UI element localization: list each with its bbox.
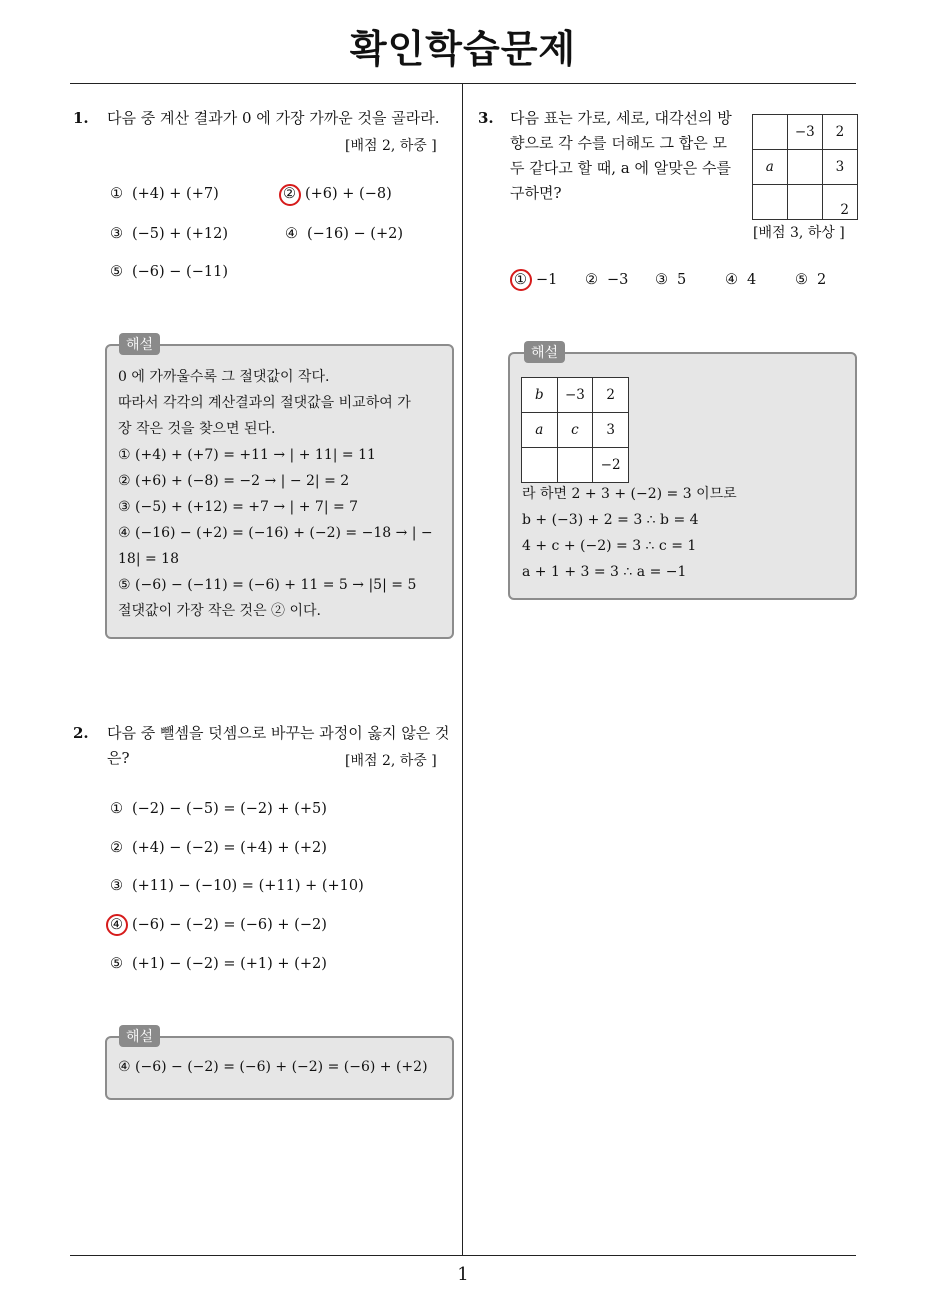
option-text: −3 xyxy=(607,272,629,288)
option-text: 2 xyxy=(817,272,827,288)
square-cell: −3 xyxy=(557,378,593,413)
page-number: 1 xyxy=(457,1264,469,1285)
page-title: 확인학습문제 xyxy=(349,27,577,71)
question-3-text xyxy=(510,106,750,206)
square-cell xyxy=(787,150,822,185)
option-mark: ② xyxy=(585,272,598,288)
q2-solution-text: ④ (−6) − (−2) = (−6) + (−2) = (−6) + (+2) xyxy=(118,1059,428,1075)
q1-option-3[interactable] xyxy=(110,226,228,242)
q3-option-4[interactable] xyxy=(725,272,756,288)
answer-circle-mark xyxy=(510,269,532,291)
square-cell: 3 xyxy=(593,413,629,448)
option-mark: ① xyxy=(514,272,527,288)
solution-line: 18| = 18 xyxy=(118,551,179,567)
option-mark: ② xyxy=(110,840,123,856)
square-cell xyxy=(557,448,593,483)
option-text: (−6) − (−2) = (−6) + (−2) xyxy=(132,917,327,933)
square-cell: 2 xyxy=(822,185,857,220)
q3-solution-label: 해설 xyxy=(524,341,565,363)
question-2-meta: [배점 2, 하중 ] xyxy=(345,753,437,769)
square-cell: c xyxy=(557,413,593,448)
option-text: 5 xyxy=(677,272,687,288)
question-3-line: 다음 표는 가로, 세로, 대각선의 방 xyxy=(510,109,732,127)
q2-solution-label: 해설 xyxy=(119,1025,160,1047)
q3-option-2[interactable] xyxy=(585,272,628,288)
q2-option-1[interactable] xyxy=(110,801,327,817)
square-cell: a xyxy=(753,150,788,185)
answer-circle-mark xyxy=(279,184,301,206)
question-2-line: 다음 중 뺄셈을 덧셈으로 바꾸는 과정이 옳지 않은 것 xyxy=(107,724,450,742)
option-mark: ③ xyxy=(655,272,668,288)
answer-circle-mark xyxy=(106,914,128,936)
option-mark: ④ xyxy=(110,917,123,933)
square-cell xyxy=(522,448,558,483)
square-cell: a xyxy=(522,413,558,448)
question-3-meta: [배점 3, 하상 ] xyxy=(753,225,845,241)
option-text: (+11) − (−10) = (+11) + (+10) xyxy=(132,878,364,894)
q2-option-2[interactable] xyxy=(110,840,327,856)
solution-line: ② (+6) + (−8) = −2 → | − 2| = 2 xyxy=(118,473,350,489)
option-text: (−16) − (+2) xyxy=(307,226,403,242)
q2-option-5[interactable] xyxy=(110,956,327,972)
option-text: (−2) − (−5) = (−2) + (+5) xyxy=(132,801,327,817)
solution-line: ⑤ (−6) − (−11) = (−6) + 11 = 5 → |5| = 5 xyxy=(118,577,417,593)
option-mark: ⑤ xyxy=(795,272,808,288)
option-text: (−6) − (−11) xyxy=(132,264,228,280)
option-mark: ③ xyxy=(110,878,123,894)
solution-line: 따라서 각각의 계산결과의 절댓값을 비교하여 가 xyxy=(118,395,411,411)
option-mark: ① xyxy=(110,801,123,817)
option-text: (−5) + (+12) xyxy=(132,226,228,242)
q3-magic-square xyxy=(752,114,858,220)
solution-line: 4 + c + (−2) = 3 ∴ c = 1 xyxy=(522,538,697,554)
solution-line: 0 에 가까울수록 그 절댓값이 작다. xyxy=(118,369,330,385)
question-2-line: 은? xyxy=(107,749,130,767)
option-text: −1 xyxy=(536,272,558,288)
option-text: 4 xyxy=(747,272,757,288)
option-mark: ② xyxy=(283,186,296,202)
square-cell: −3 xyxy=(787,115,822,150)
question-1-number: 1. xyxy=(73,109,89,127)
q1-option-1[interactable] xyxy=(110,186,219,202)
solution-line: b + (−3) + 2 = 3 ∴ b = 4 xyxy=(522,512,699,528)
question-1-text: 다음 중 계산 결과가 0 에 가장 가까운 것을 골라라. xyxy=(107,109,440,127)
q3-solution-square xyxy=(521,377,629,483)
square-cell: b xyxy=(522,378,558,413)
square-cell xyxy=(753,115,788,150)
option-mark: ③ xyxy=(110,226,123,242)
q2-option-4[interactable] xyxy=(110,917,327,933)
q1-solution-text xyxy=(118,364,433,624)
option-text: (+6) + (−8) xyxy=(305,186,392,202)
solution-line: 장 작은 것을 찾으면 된다. xyxy=(118,421,276,437)
solution-line: ① (+4) + (+7) = +11 → | + 11| = 11 xyxy=(118,447,376,463)
option-mark: ⑤ xyxy=(110,264,123,280)
option-text: (+4) + (+7) xyxy=(132,186,219,202)
q3-option-3[interactable] xyxy=(655,272,686,288)
square-cell: 2 xyxy=(593,378,629,413)
bottom-divider xyxy=(70,1255,856,1256)
question-3-number: 3. xyxy=(478,109,494,127)
option-text: (+1) − (−2) = (+1) + (+2) xyxy=(132,956,327,972)
option-mark: ① xyxy=(110,186,123,202)
square-cell: 3 xyxy=(822,150,857,185)
solution-line: a + 1 + 3 = 3 ∴ a = −1 xyxy=(522,564,687,580)
solution-line: ④ (−16) − (+2) = (−16) + (−2) = −18 → | − xyxy=(118,525,433,541)
square-cell: 2 xyxy=(822,115,857,150)
q3-option-5[interactable] xyxy=(795,272,826,288)
question-3-line: 향으로 각 수를 더해도 그 합은 모 xyxy=(510,134,727,152)
solution-line: 절댓값이 가장 작은 것은 ② 이다. xyxy=(118,603,321,619)
question-3-line: 두 같다고 할 때, a 에 알맞은 수를 xyxy=(510,159,731,177)
square-cell xyxy=(753,185,788,220)
option-mark: ④ xyxy=(285,226,298,242)
option-mark: ⑤ xyxy=(110,956,123,972)
q2-option-3[interactable] xyxy=(110,878,364,894)
question-2-number: 2. xyxy=(73,724,89,742)
question-3-line: 구하면? xyxy=(510,184,562,202)
solution-line: 라 하면 2 + 3 + (−2) = 3 이므로 xyxy=(522,486,737,502)
q1-option-4[interactable] xyxy=(285,226,403,242)
top-divider xyxy=(70,83,856,84)
column-divider xyxy=(462,83,463,1256)
q3-solution-text xyxy=(522,481,737,585)
square-cell: −2 xyxy=(593,448,629,483)
option-mark: ④ xyxy=(725,272,738,288)
square-cell xyxy=(787,185,822,220)
solution-line: ③ (−5) + (+12) = +7 → | + 7| = 7 xyxy=(118,499,359,515)
q1-solution-label: 해설 xyxy=(119,333,160,355)
q1-option-5[interactable] xyxy=(110,264,228,280)
question-1-meta: [배점 2, 하중 ] xyxy=(345,138,437,154)
option-text: (+4) − (−2) = (+4) + (+2) xyxy=(132,840,327,856)
